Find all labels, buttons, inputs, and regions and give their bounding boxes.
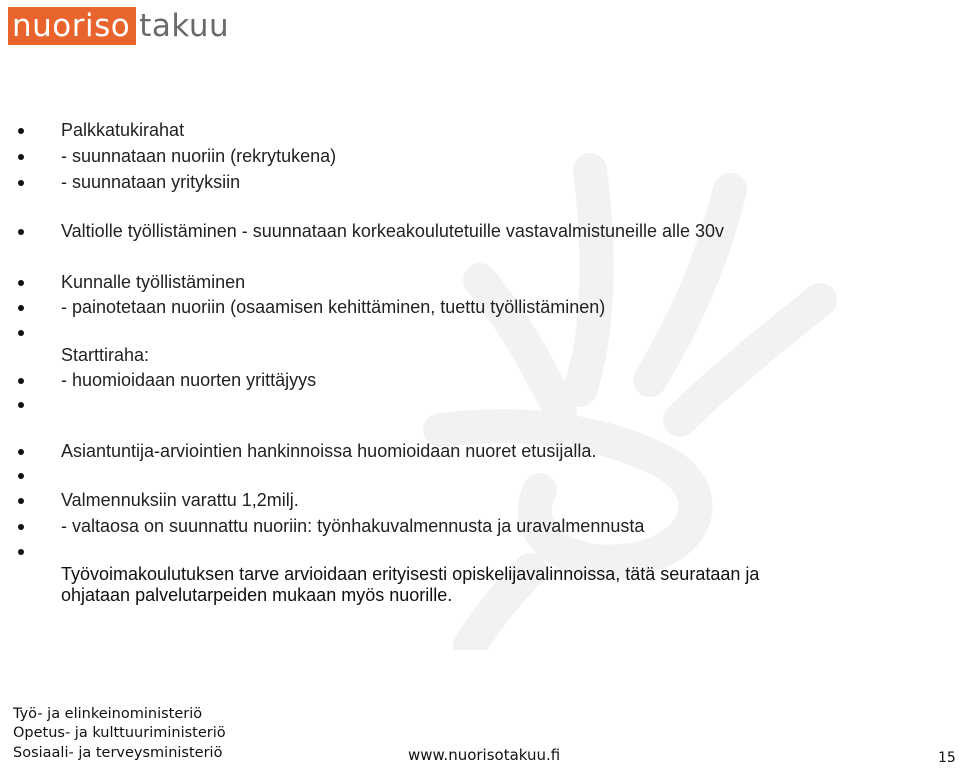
footer-ministry: Sosiaali- ja terveysministeriö [13, 745, 223, 761]
list-item [0, 170, 960, 196]
bullet-text: Asiantuntija-arviointien hankinnoissa huomioidaan nuoret etusijalla. [61, 441, 597, 461]
bullet-text: Kunnalle työllistäminen [61, 272, 246, 292]
list-item [0, 144, 960, 170]
bullet-icon [18, 305, 24, 311]
bullet-icon [18, 402, 24, 408]
bullet-text: Starttiraha: [61, 345, 150, 365]
bullet-icon [18, 229, 24, 235]
bullet-icon [18, 449, 24, 455]
bullet-icon [18, 498, 24, 504]
list-item [0, 343, 960, 369]
list-item-continuation [0, 583, 960, 609]
list-item [0, 270, 960, 296]
bullet-text: Valtiolle työllistäminen - suunnataan korkeakoulutetuille vastavalmistuneille alle 30v [61, 221, 725, 241]
list-item [0, 368, 960, 394]
bullet-text: - painotetaan nuoriin (osaamisen kehittäminen, tuettu työllistäminen) [61, 297, 606, 317]
logo-nuoriso: nuoriso [8, 7, 136, 45]
bullet-icon [18, 330, 24, 336]
bullet-icon [18, 154, 24, 160]
bullet-icon [18, 280, 24, 286]
list-item [0, 514, 960, 540]
bullet-text: Työvoimakoulutuksen tarve arvioidaan erityisesti opiskelijavalinnoissa, tätä seurataan ja [61, 564, 760, 584]
page-number: 15 [938, 750, 956, 766]
footer-ministry: Opetus- ja kulttuuriministeriö [13, 725, 226, 741]
list-item [0, 219, 960, 245]
bullet-text: - valtaosa on suunnattu nuoriin: työnhakuvalmennusta ja uravalmennusta [61, 516, 645, 536]
footer-url: www.nuorisotakuu.fi [408, 746, 561, 764]
bullet-icon [18, 128, 24, 134]
list-item [0, 295, 960, 321]
list-item [0, 118, 960, 144]
footer-ministry: Työ- ja elinkeinoministeriö [13, 706, 203, 722]
bullet-text: - suunnataan nuoriin (rekrytukena) [61, 146, 337, 166]
list-item [0, 488, 960, 514]
bullet-text: - huomioidaan nuorten yrittäjyys [61, 370, 317, 390]
logo-takuu: takuu [139, 8, 230, 44]
bullet-icon [18, 549, 24, 555]
bullet-icon [18, 473, 24, 479]
list-item [0, 439, 960, 465]
bullet-text: Valmennuksiin varattu 1,2milj. [61, 490, 299, 510]
nuorisotakuu-logo [8, 6, 229, 46]
bullet-icon [18, 378, 24, 384]
bullet-text: ohjataan palvelutarpeiden mukaan myös nuorille. [61, 585, 453, 605]
bullet-icon [18, 524, 24, 530]
bullet-icon [18, 180, 24, 186]
bullet-text: Palkkatukirahat [61, 120, 185, 140]
bullet-text: - suunnataan yrityksiin [61, 172, 241, 192]
list-item [0, 463, 960, 489]
list-item [0, 392, 960, 418]
